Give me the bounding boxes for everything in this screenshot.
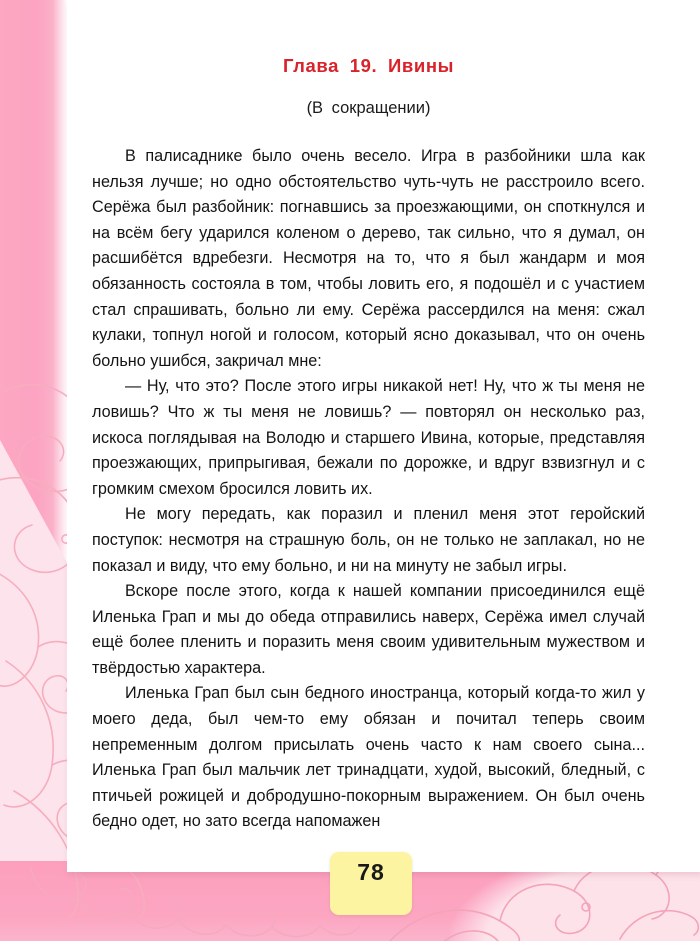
- paragraph: — Ну, что это? После этого игры никакой нет! Ну, что ж ты меня не ловишь? Что ж ты меня не ловишь? — повторял он несколько раз, искоса поглядывая на Володю и старшего Ивина, которые, представляя проезжающих, припрыгивая, бежали по дорожке, и вдруг взвизгнул и с громким смехом бросился ловить их.: [92, 377, 645, 498]
- paragraph: В палисаднике было очень весело. Игра в разбойники шла как нельзя лучше; но одно обстоятельство чуть-чуть не расстроило всего. Серёжа был разбойник: погнавшись за проезжающими, он споткнулся и на всём бегу ударился коленом о дерево, так сильно, что я думал, он расшибётся вдребезги. Несмотря на то, что я был жандарм и моя обязанность состояла в том, чтобы ловить его, я подошёл и с участием стал спрашивать, больно ли ему. Серёжа рассердился на меня: сжал кулаки, топнул ногой и голосом, который ясно доказывал, что он очень больно ушибся, закричал мне:: [92, 147, 645, 370]
- paragraph: Иленька Грап был сын бедного иностранца, который когда-то жил у моего деда, был чем-то ему обязан и почитал теперь своим непременным долгом присылать очень часто к нам своего сына... Иленька Грап был мальчик лет тринадцати, худой, высокий, бледный, с птичьей рожицей и добродушно-покорным выражением. Он был очень бедно одет, но зато всегда напомажен: [92, 684, 645, 831]
- page-title: Глава 19. Ивины: [282, 55, 455, 76]
- page-number-tab: [330, 852, 412, 915]
- paragraph: Не могу передать, как поразил и пленил меня этот геройский поступок: несмотря на страшную боль, он не только не заплакал, но не показал и виду, что ему больно, и ни на минуту не забыл игры.: [92, 505, 645, 575]
- content-sheet: [67, 0, 700, 872]
- body-text: [92, 118, 645, 835]
- paragraph: Вскоре после этого, когда к нашей компании присоединился ещё Иленька Грап и мы до обеда отправились наверх, Серёжа имел случай ещё более пленить и поразить меня своим удивительным мужеством и твёрдостью характера.: [92, 582, 645, 677]
- page-number: 78: [357, 859, 385, 885]
- page-subtitle: (В сокращении): [306, 99, 431, 117]
